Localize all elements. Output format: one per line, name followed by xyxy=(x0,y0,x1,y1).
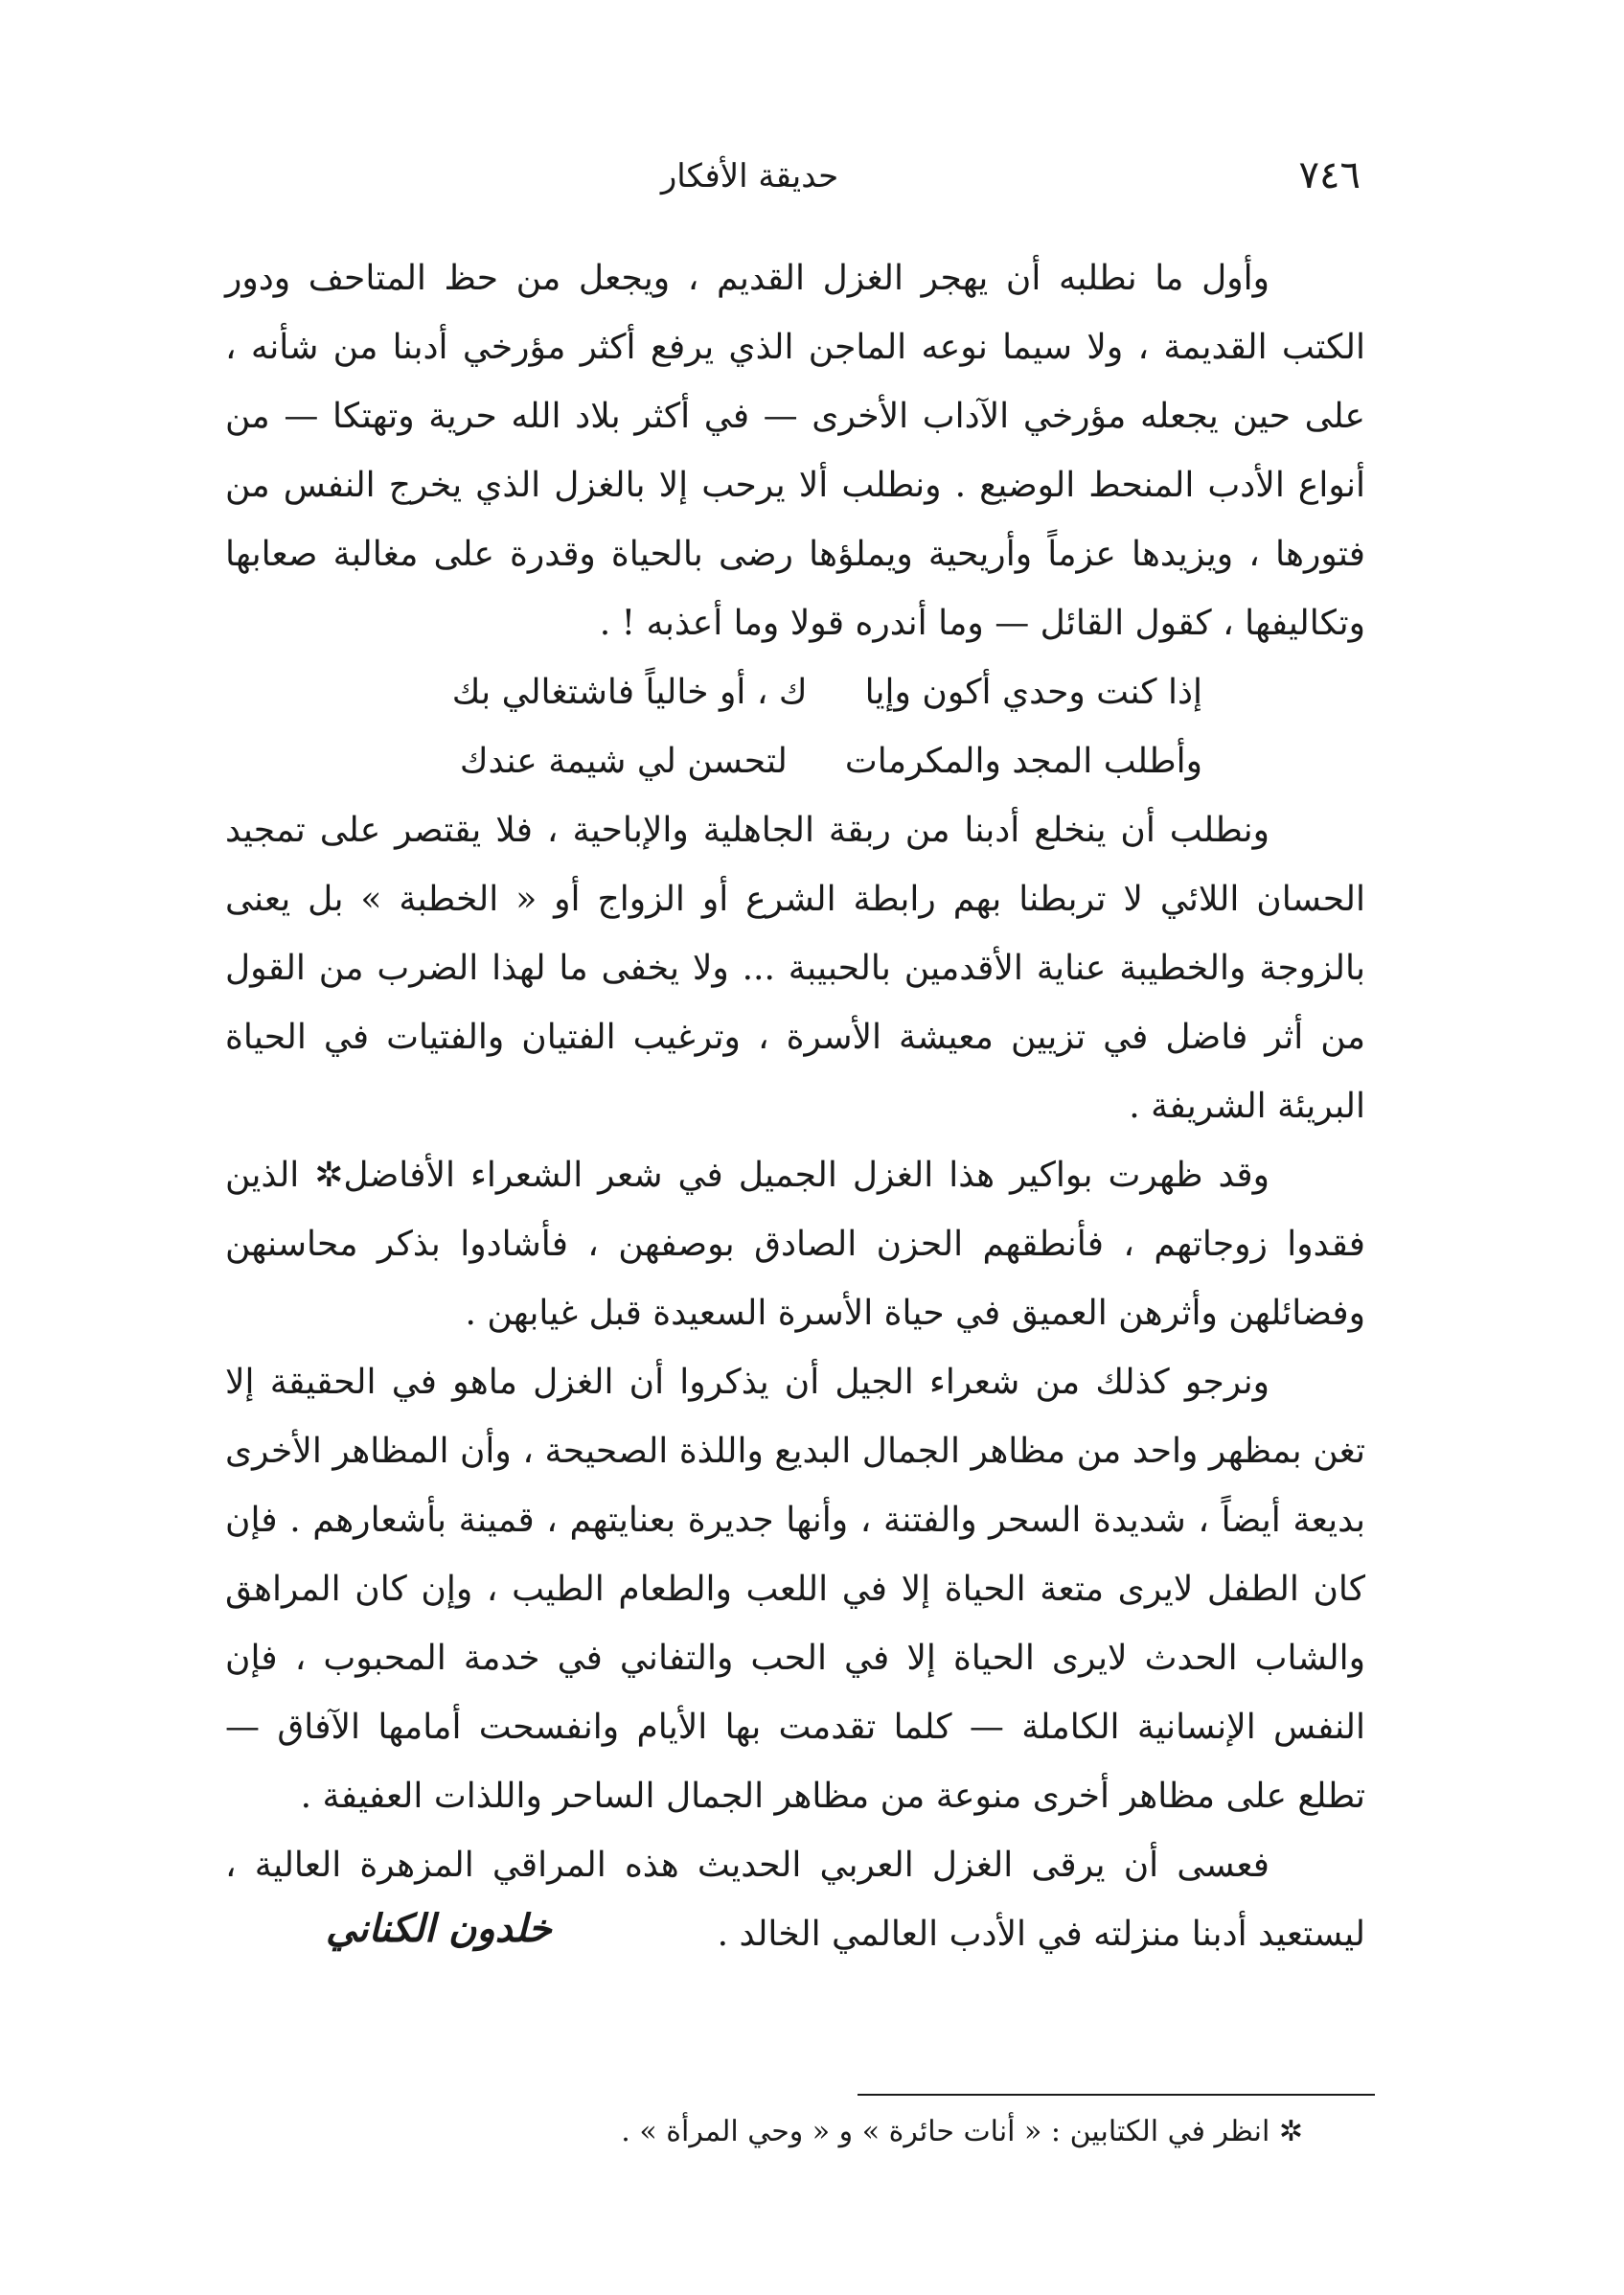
footnote-divider xyxy=(858,2094,1375,2096)
page-number: ٧٤٦ xyxy=(1298,153,1361,197)
running-title: حديقة الأفكار xyxy=(660,157,839,195)
footnote: ✲ انظر في الكتابين : « أنات حائرة » و « وحي المرأة » . xyxy=(621,2115,1303,2148)
verse-hemistich-1b: ك ، أو خالياً فاشتغالي بك xyxy=(451,673,808,712)
verse-line-1 xyxy=(225,658,1365,727)
paragraph-5: فعسى أن يرقى الغزل العربي الحديث هذه المراقي المزهرة العالية ، ليستعيد أدبنا منزلته في الأدب العالمي الخالد . xyxy=(225,1846,1365,1954)
verse-hemistich-1a: إذا كنت وحدي أكون وإيا xyxy=(864,673,1202,712)
verse-hemistich-2a: وأطلب المجد والمكرمات xyxy=(844,742,1202,781)
paragraph-1: وأول ما نطلبه أن يهجر الغزل القديم ، ويجعل من حظ المتاحف ودور الكتب القديمة ، ولا سيما نوعه الماجن الذي يرفع أكثر مؤرخي أدبنا من شأنه ، على حين يجعله مؤرخي الآداب الأخرى — في أكثر بلاد الله حرية وتهتكا — من أنواع الأدب المنحط الوضيع . ونطلب ألا يرحب إلا بالغزل الذي يخرج النفس من فتورها ، ويزيدها عزماً وأريحية ويملؤها رضى بالحياة وقدرة على مغالبة صعابها وتكاليفها ، كقول القائل — وما أندره قولا وما أعذبه ! . xyxy=(225,259,1365,643)
paragraph-3: وقد ظهرت بواكير هذا الغزل الجميل في شعر الشعراء الأفاضل✲ الذين فقدوا زوجاتهم ، فأنطقهم الحزن الصادق بوصفهن ، فأشادوا بذكر محاسنهن وفضائلهن وأثرهن العميق في حياة الأسرة السعيدة قبل غيابهن . xyxy=(225,1156,1365,1333)
paragraph-2: ونطلب أن ينخلع أدبنا من ربقة الجاهلية والإباحية ، فلا يقتصر على تمجيد الحسان اللائي لا تربطنا بهم رابطة الشرع أو الزواج أو « الخطبة » بل يعنى بالزوجة والخطيبة عناية الأقدمين بالحبيبة ... ولا يخفى ما لهذا الضرب من القول من أثر فاضل في تزيين معيشة الأسرة ، وترغيب الفتيان والفتيات في الحياة البريئة الشريفة . xyxy=(225,811,1365,1126)
body-text xyxy=(225,244,1365,1969)
author-signature: خلدون الكناني xyxy=(326,1907,552,1951)
paragraph-4: ونرجو كذلك من شعراء الجيل أن يذكروا أن الغزل ماهو في الحقيقة إلا تغن بمظهر واحد من مظاهر الجمال البديع واللذة الصحيحة ، وأن المظاهر الأخرى بديعة أيضاً ، شديدة السحر والفتنة ، وأنها جديرة بعنايتهم ، قمينة بأشعارهم . فإن كان الطفل لايرى متعة الحياة إلا في اللعب والطعام الطيب ، وإن كان المراهق والشاب الحدث لايرى الحياة إلا في الحب والتفاني في خدمة المحبوب ، فإن النفس الإنسانية الكاملة — كلما تقدمت بها الأيام وانفسحت أمامها الآفاق — تطلع على مظاهر أخرى منوعة من مظاهر الجمال الساحر واللذات العفيفة . xyxy=(225,1363,1366,1816)
page-header xyxy=(225,153,1361,220)
verse-line-2 xyxy=(225,727,1365,796)
verse-hemistich-2b: لتحسن لي شيمة عندك xyxy=(459,742,788,781)
